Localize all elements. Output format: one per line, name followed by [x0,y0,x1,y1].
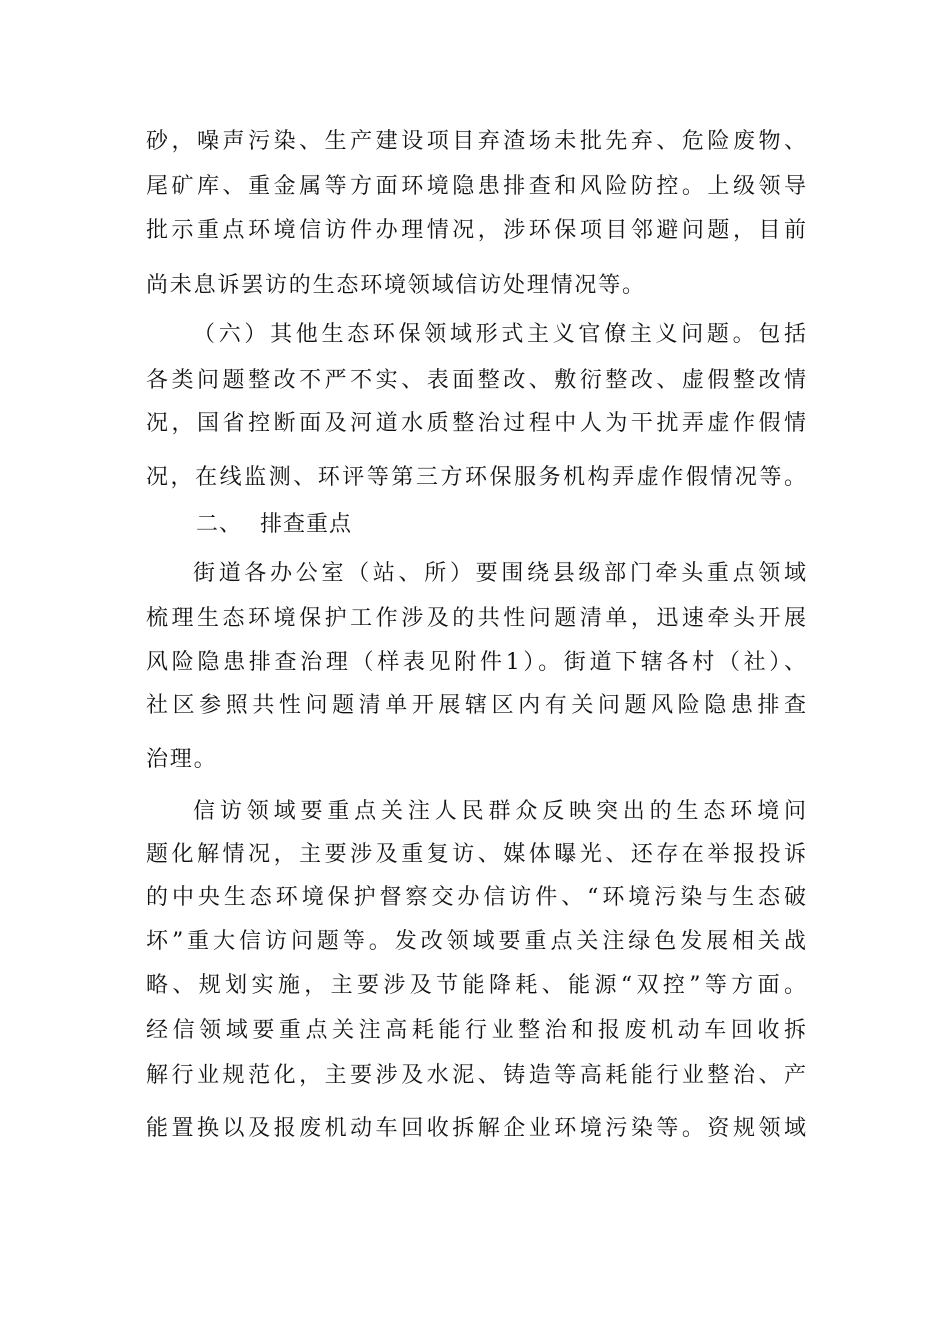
text-line-15: 信访领域要重点关注人民群众反映突出的生态环境问 [193,799,806,824]
text-line-10: 街道各办公室（站、所）要围绕县级部门牵头重点领域 [193,561,806,586]
text-line-19: 略、规划实施，主要涉及节能降耗、能源“双控”等方面。 [146,973,806,998]
text-line-22: 能置换以及报废机动车回收拆解企业环境污染等。资规领域 [146,1116,806,1141]
text-line-8: 况，在线监测、环评等第三方环保服务机构弄虚作假情况等。 [146,465,806,490]
text-line-17: 的中央生态环境保护督察交办信访件、“环境污染与生态破 [146,885,806,910]
text-line-7: 况，国省控断面及河道水质整治过程中人为干扰弄虚作假情 [146,411,806,436]
text-line-20: 经信领域要重点关注高耗能行业整治和报废机动车回收拆 [146,1018,806,1043]
text-line-11: 梳理生态环境保护工作涉及的共性问题清单，迅速牵头开展 [146,606,806,631]
text-line-12: 风险隐患排查治理（样表见附件1）。街道下辖各村（社）、 [146,650,806,675]
section-six-title: （六）其他生态环保领域形式主义官僚主义问题。包括 [193,322,806,347]
text-line-2: 尾矿库、重金属等方面环境隐患排查和风险防控。上级领导 [146,174,806,199]
section-heading: 二、 排查重点 [196,512,352,537]
text-line-6: 各类问题整改不严不实、表面整改、敷衍整改、虚假整改情 [146,368,806,393]
text-line-14: 治理。 [146,747,218,772]
text-line-4: 尚未息诉罢访的生态环境领域信访处理情况等。 [146,273,646,298]
text-line-13: 社区参照共性问题清单开展辖区内有关问题风险隐患排查 [146,693,806,718]
text-line-18: 坏”重大信访问题等。发改领域要重点关注绿色发展相关战 [146,929,806,954]
text-line-3: 批示重点环境信访件办理情况，涉环保项目邻避问题，目前 [146,218,806,243]
text-line-21: 解行业规范化，主要涉及水泥、铸造等高耗能行业整治、产 [146,1063,806,1088]
text-line-16: 题化解情况，主要涉及重复访、媒体曝光、还存在举报投诉 [146,842,806,867]
text-line-1: 砂，噪声污染、生产建设项目弃渣场未批先弃、危险废物、 [146,129,806,154]
